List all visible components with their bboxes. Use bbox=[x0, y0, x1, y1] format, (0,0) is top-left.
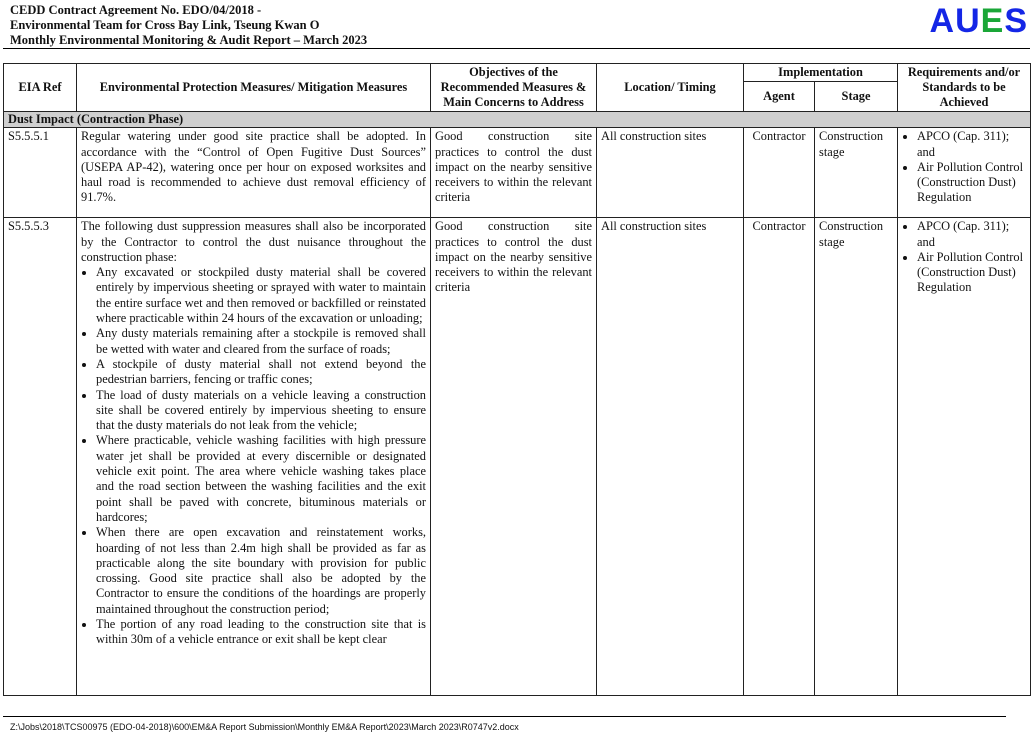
measure-cell: Regular watering under good site practice shall be adopted. In accordance with the “Control of Open Fugitive Dust Sources” (USEPA AP-42), watering once per hour on exposed worksites and haul road is recommended to achieve dust removal efficiency of 91.7%. bbox=[77, 128, 431, 218]
location-cell: All construction sites bbox=[597, 218, 744, 696]
document-header bbox=[10, 3, 367, 48]
objective-cell: Good construction site practices to control the dust impact on the nearby sensitive receivers to within the relevant criteria bbox=[431, 128, 597, 218]
header-divider bbox=[3, 48, 1030, 49]
header-objectives: Objectives of the Recommended Measures & Main Concerns to Address bbox=[431, 64, 597, 112]
header-measures: Environmental Protection Measures/ Mitigation Measures bbox=[77, 64, 431, 112]
list-item: • The portion of any road leading to the construction site that is within 30m of a vehicle entrance or exit shall be kept clear bbox=[96, 617, 426, 648]
agent-cell: Contractor bbox=[744, 128, 815, 218]
list-item: • APCO (Cap. 311); and bbox=[917, 219, 1026, 250]
list-item: • Air Pollution Control (Construction Dust) Regulation bbox=[917, 250, 1026, 296]
header-team: Environmental Team for Cross Bay Link, Tseung Kwan O bbox=[10, 18, 320, 32]
section-heading: Dust Impact (Contraction Phase) bbox=[4, 112, 1031, 128]
logo-part-s: S bbox=[1004, 2, 1028, 40]
agent-cell: Contractor bbox=[744, 218, 815, 696]
measure-intro: The following dust suppression measures shall also be incorporated by the Contractor to control the dust nuisance throughout the construction phase: bbox=[81, 219, 426, 264]
eia-ref-cell: S5.5.5.3 bbox=[4, 218, 77, 696]
footer-file-path: Z:\Jobs\2018\TCS00975 (EDO-04-2018)\600\EM&A Report Submission\Monthly EM&A Report\2023\March 2023\R0747v2.docx bbox=[10, 722, 519, 732]
requirements-list bbox=[902, 129, 1026, 205]
header-implementation: Implementation bbox=[744, 64, 898, 82]
requirements-cell bbox=[898, 128, 1031, 218]
header-location: Location/ Timing bbox=[597, 64, 744, 112]
aues-logo bbox=[930, 2, 1028, 40]
list-item: • Air Pollution Control (Construction Dust) Regulation bbox=[917, 160, 1026, 206]
table-row bbox=[4, 128, 1031, 218]
eia-ref-cell: S5.5.5.1 bbox=[4, 128, 77, 218]
header-report-title: Monthly Environmental Monitoring & Audit Report – March 2023 bbox=[10, 33, 368, 47]
list-item: • A stockpile of dusty material shall not extend beyond the pedestrian barriers, fencing or traffic cones; bbox=[96, 357, 426, 388]
measure-cell bbox=[77, 218, 431, 696]
header-agent: Agent bbox=[744, 82, 815, 112]
mitigation-measures-table bbox=[3, 63, 1031, 696]
location-cell: All construction sites bbox=[597, 128, 744, 218]
list-item: • APCO (Cap. 311); and bbox=[917, 129, 1026, 160]
logo-part-e: E bbox=[980, 2, 1005, 40]
table-row bbox=[4, 218, 1031, 696]
stage-cell: Construction stage bbox=[815, 218, 898, 696]
header-requirements: Requirements and/or Standards to be Achieved bbox=[898, 64, 1031, 112]
list-item: • When there are open excavation and reinstatement works, hoarding of not less than 2.4m high shall be provided as far as practicable along the site boundary with provision for public crossing. Good site practice shall also be adopted by the Contractor to ensure the conditions of the hoardings are properly maintained throughout the construction period; bbox=[96, 525, 426, 617]
list-item: • Any dusty materials remaining after a stockpile is removed shall be wetted with water and cleared from the surface of roads; bbox=[96, 326, 426, 357]
header-stage: Stage bbox=[815, 82, 898, 112]
requirements-cell bbox=[898, 218, 1031, 696]
stage-cell: Construction stage bbox=[815, 128, 898, 218]
header-eia-ref: EIA Ref bbox=[4, 64, 77, 112]
logo-part-au: AU bbox=[929, 2, 981, 40]
list-item: • Where practicable, vehicle washing facilities with high pressure water jet shall be provided at every discernible or designated vehicle exit point. The area where vehicle washing takes place and the road section between the washing facilities and the exit point shall be paved with concrete, bituminous materials or hardcores; bbox=[96, 433, 426, 525]
objective-cell: Good construction site practices to control the dust impact on the nearby sensitive receivers to within the relevant criteria bbox=[431, 218, 597, 696]
header-contract: CEDD Contract Agreement No. EDO/04/2018 - bbox=[10, 3, 262, 17]
dust-measures-list bbox=[81, 265, 426, 647]
list-item: • The load of dusty materials on a vehicle leaving a construction site shall be covered entirely by impervious sheeting to ensure that the dusty materials do not leak from the vehicle; bbox=[96, 388, 426, 434]
list-item: • Any excavated or stockpiled dusty material shall be covered entirely by impervious sheeting or sprayed with water to maintain the entire surface wet and then removed or backfilled or reinstated where practicable within 24 hours of the excavation or unloading; bbox=[96, 265, 426, 326]
footer-divider bbox=[3, 716, 1006, 717]
requirements-list bbox=[902, 219, 1026, 295]
